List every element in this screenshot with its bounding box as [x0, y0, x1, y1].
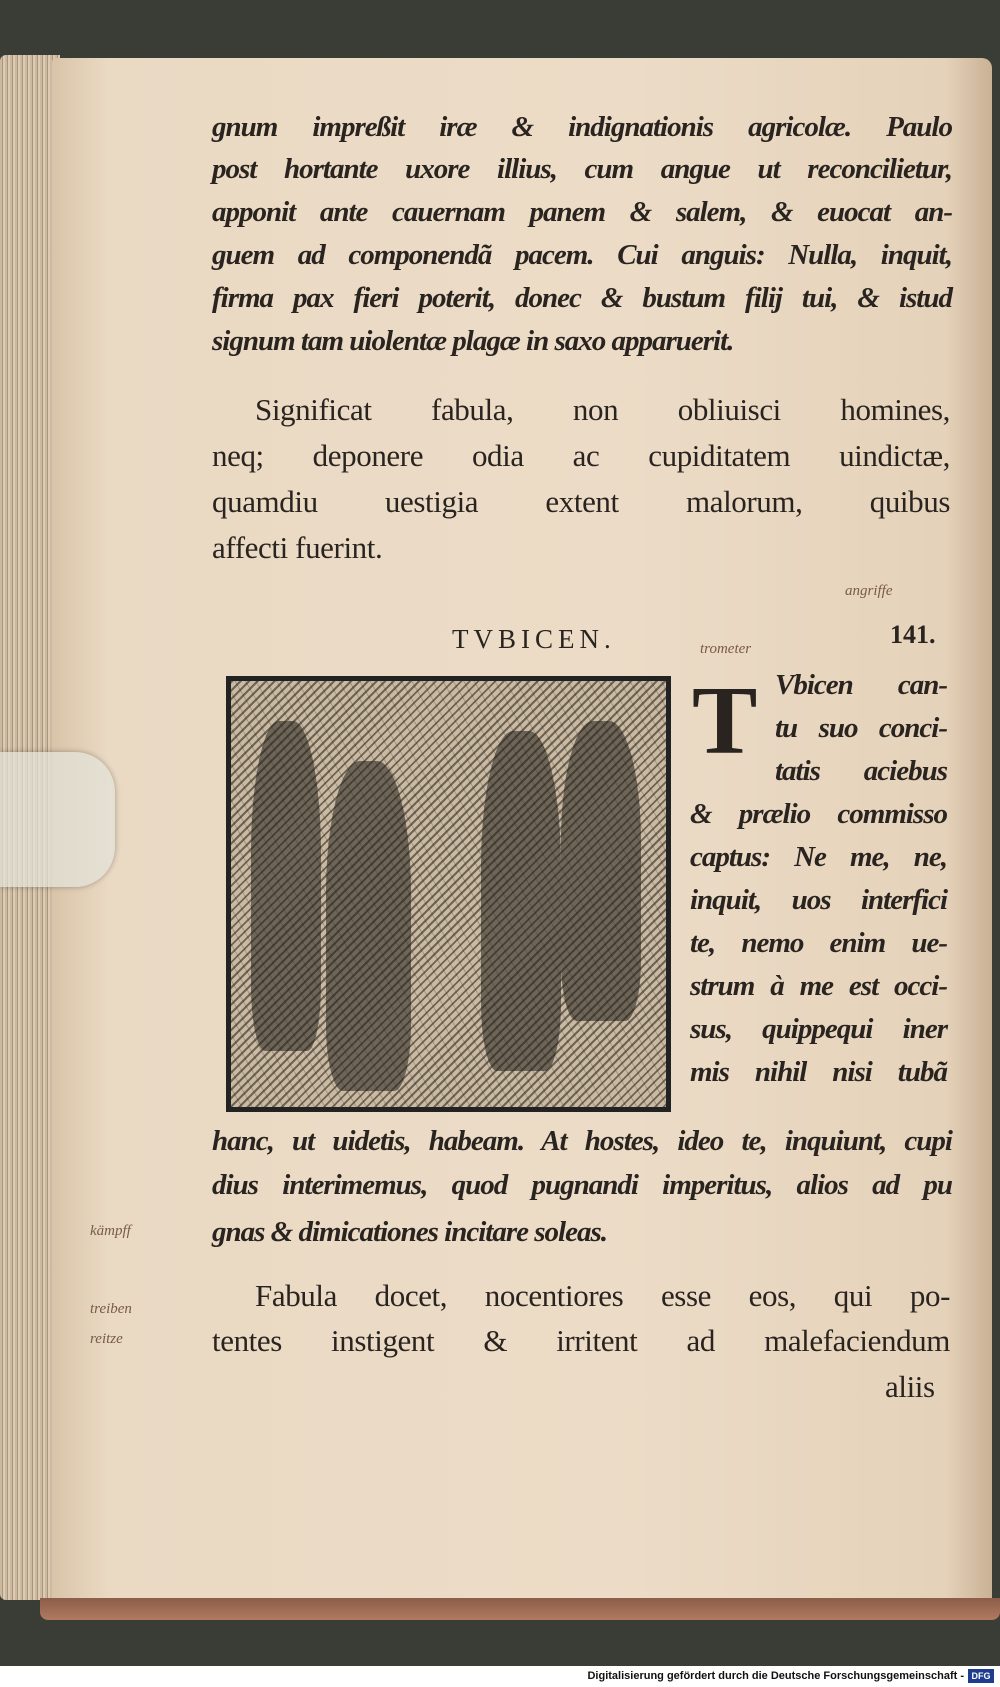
- text-line: dius interimemus, quod pugnandi imperitus, alios ad pu: [212, 1169, 952, 1201]
- text-line: hanc, ut uidetis, habeam. At hostes, ideo te, inquiunt, cupi: [212, 1125, 952, 1157]
- text-line: te, nemo enim ue-: [690, 927, 947, 959]
- catchword: aliis: [885, 1369, 935, 1404]
- text-line: affecti fuerint.: [212, 530, 383, 565]
- text-line: & prælio commisso: [690, 798, 947, 830]
- text-line: guem ad componendã pacem. Cui anguis: Nulla, inquit,: [212, 239, 952, 271]
- text-line: quamdiu uestigia extent malorum, quibus: [212, 484, 950, 519]
- text-line: Fabula docet, nocentiores esse eos, qui po-: [255, 1278, 950, 1313]
- text-line: signum tam uiolentæ plagæ in saxo apparuerit.: [212, 325, 734, 357]
- text-line: captus: Ne me, ne,: [690, 841, 947, 873]
- text-line: strum à me est occi-: [690, 970, 947, 1002]
- text-line: gnum impreßit iræ & indignationis agricolæ. Paulo: [212, 111, 952, 143]
- handwritten-note: trometer: [700, 641, 752, 657]
- text-line: tentes instigent & irritent ad malefaciendum: [212, 1323, 950, 1358]
- page-clip: [0, 752, 115, 887]
- page-number: 141.: [890, 620, 936, 649]
- text-line: gnas & dimicationes incitare soleas.: [212, 1216, 607, 1248]
- text-line: sus, quippequi iner: [690, 1013, 947, 1045]
- fable-heading: TVBICEN.: [452, 624, 616, 654]
- text-line: mis nihil nisi tubã: [690, 1056, 947, 1088]
- text-line: tatis aciebus: [775, 755, 947, 787]
- woodcut-illustration: [226, 676, 671, 1112]
- footer-bar: [0, 1666, 1000, 1687]
- drop-cap: T: [692, 667, 758, 775]
- book-bottom-edge: [40, 1598, 1000, 1620]
- text-line: inquit, uos interfici: [690, 884, 947, 916]
- dfg-logo[interactable]: DFG: [968, 1669, 994, 1683]
- text-line: post hortante uxore illius, cum angue ut reconcilietur,: [212, 153, 952, 185]
- handwritten-note: treiben: [90, 1301, 132, 1317]
- text-line: Significat fabula, non obliuisci homines,: [255, 392, 950, 427]
- text-line: apponit ante cauernam panem & salem, & euocat an-: [212, 196, 952, 228]
- text-line: Vbicen can-: [775, 669, 947, 701]
- text-line: firma pax fieri poterit, donec & bustum filij tui, & istud: [212, 282, 952, 314]
- footer-credit: Digitalisierung gefördert durch die Deutsche Forschungsgemeinschaft -: [587, 1670, 964, 1682]
- handwritten-note: reitze: [90, 1331, 123, 1347]
- text-line: neq; deponere odia ac cupiditatem uindictæ,: [212, 438, 950, 473]
- handwritten-note: angriffe: [845, 583, 893, 599]
- handwritten-note: kämpff: [90, 1223, 131, 1239]
- text-line: tu suo conci-: [775, 712, 947, 744]
